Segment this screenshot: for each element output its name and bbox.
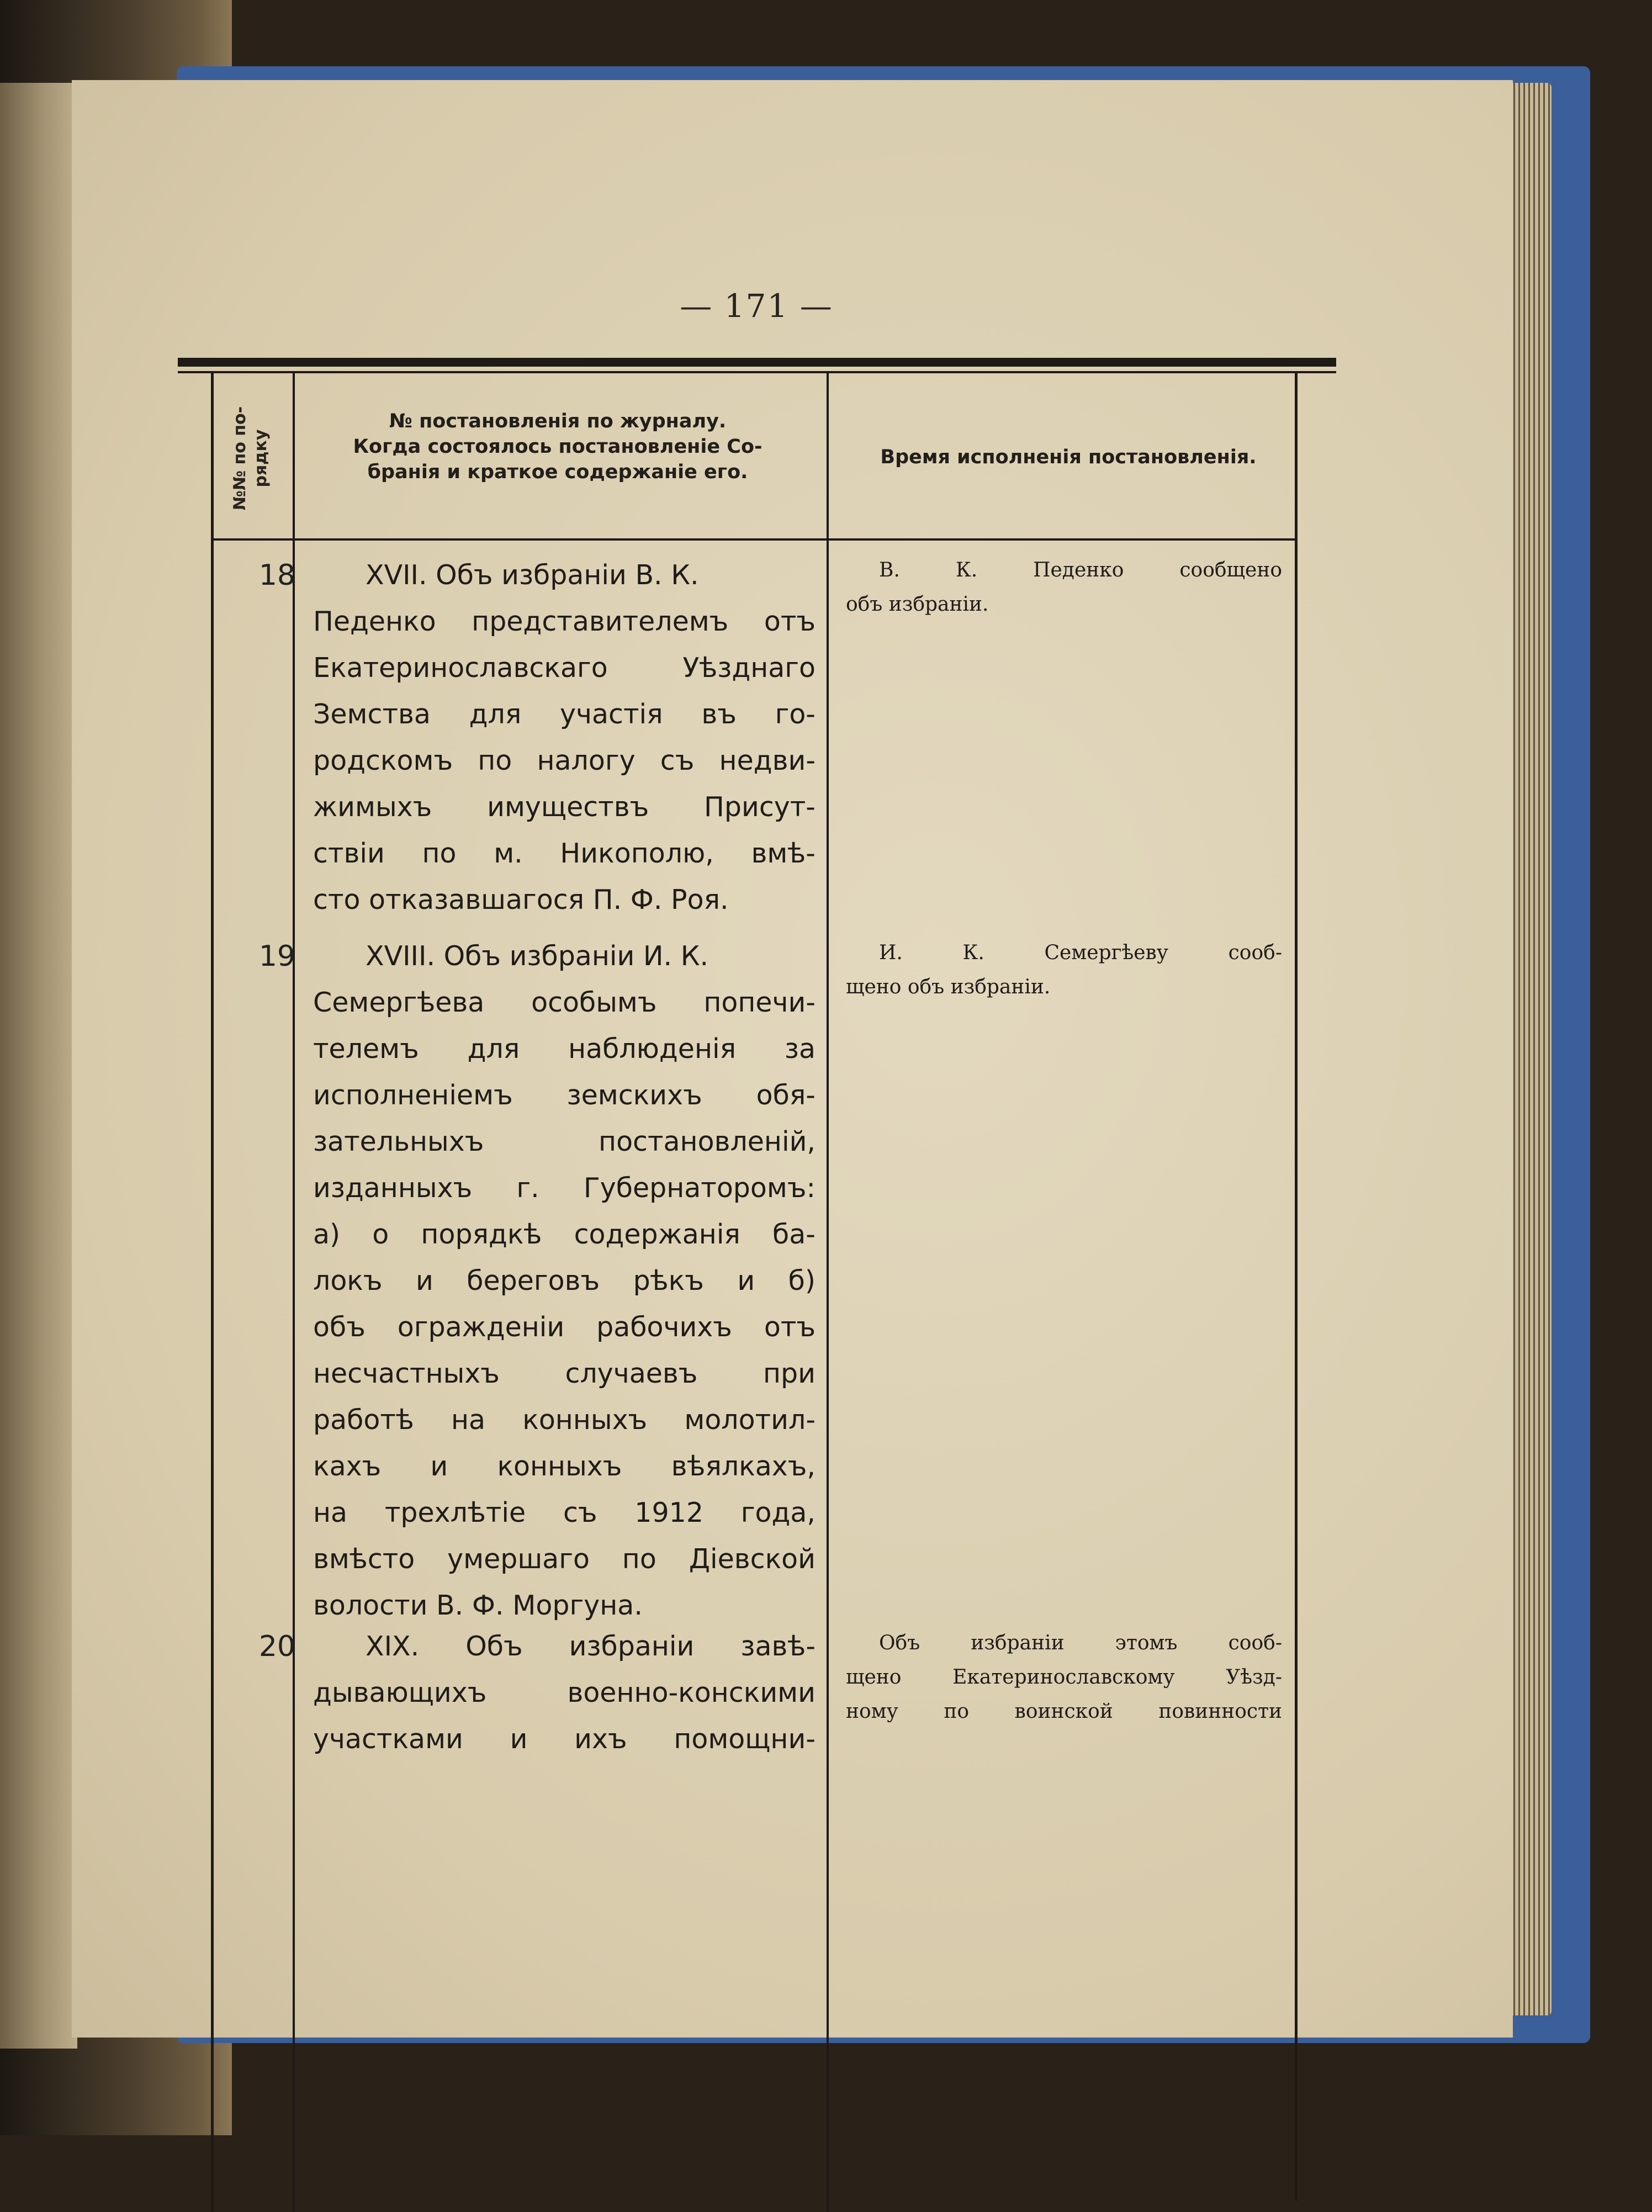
table-divider-1 <box>293 373 295 2212</box>
header-resolution: № постановленія по журналу. Когда состоялось постановленіе Со- бранія и краткое содержаніе его. <box>353 410 763 483</box>
row-resolution-text: XVIII. Объ избраніи И. К. Семергѣева особымъ попечи- телемъ для наблюденія за исполненіемъ земскихъ обя- зательныхъ постановленій, изданныхъ г. Губернаторомъ: а) о порядкѣ содержанія ба- локъ и береговъ рѣкъ и б) объ огражденіи рабочихъ отъ несчастныхъ случаевъ при работѣ на конныхъ молотил- кахъ и конныхъ вѣялкахъ, на трехлѣтіе съ 1912 года, вмѣсто умершаго по Діевской волости В. Ф. Моргуна. <box>313 940 816 1621</box>
row-number: 19 <box>258 940 295 973</box>
row-number: 20 <box>258 1630 295 1663</box>
page-number: — 171 — <box>680 287 833 325</box>
header-rule-thin <box>178 371 1336 373</box>
left-page-edge <box>0 83 77 2049</box>
row-execution-text: В. К. Педенко сообщено объ избраніи. <box>846 559 1282 616</box>
header-rule-thick <box>178 358 1336 367</box>
row-resolution-text: XVII. Объ избраніи В. К. Педенко представителемъ отъ Екатеринославскаго Уѣзднаго Земства для участія въ го- родскомъ по налогу съ недви- жимыхъ имуществъ Присут- ствіи по м. Никополю, вмѣ- сто отказавшагося П. Ф. Роя. <box>313 559 816 916</box>
table-divider-2 <box>827 373 829 2212</box>
header-row-number: №№ по по- рядку <box>230 406 271 511</box>
header-separator <box>211 538 1298 541</box>
row-resolution-text: XIX. Объ избраніи завѣ- дывающихъ военно-конскими участками и ихъ помощни- <box>313 1631 816 1755</box>
row-number: 18 <box>258 559 295 592</box>
table-border-left <box>211 373 214 2212</box>
table-border-right <box>1295 373 1298 2201</box>
header-execution-time: Время исполненія постановленія. <box>880 446 1257 468</box>
row-execution-text: И. К. Семергѣеву сооб- щено объ избраніи. <box>846 941 1282 998</box>
row-execution-text: Объ избраніи этомъ сооб- щено Екатеринославскому Уѣзд- ному по воинской повинности <box>846 1632 1282 1723</box>
